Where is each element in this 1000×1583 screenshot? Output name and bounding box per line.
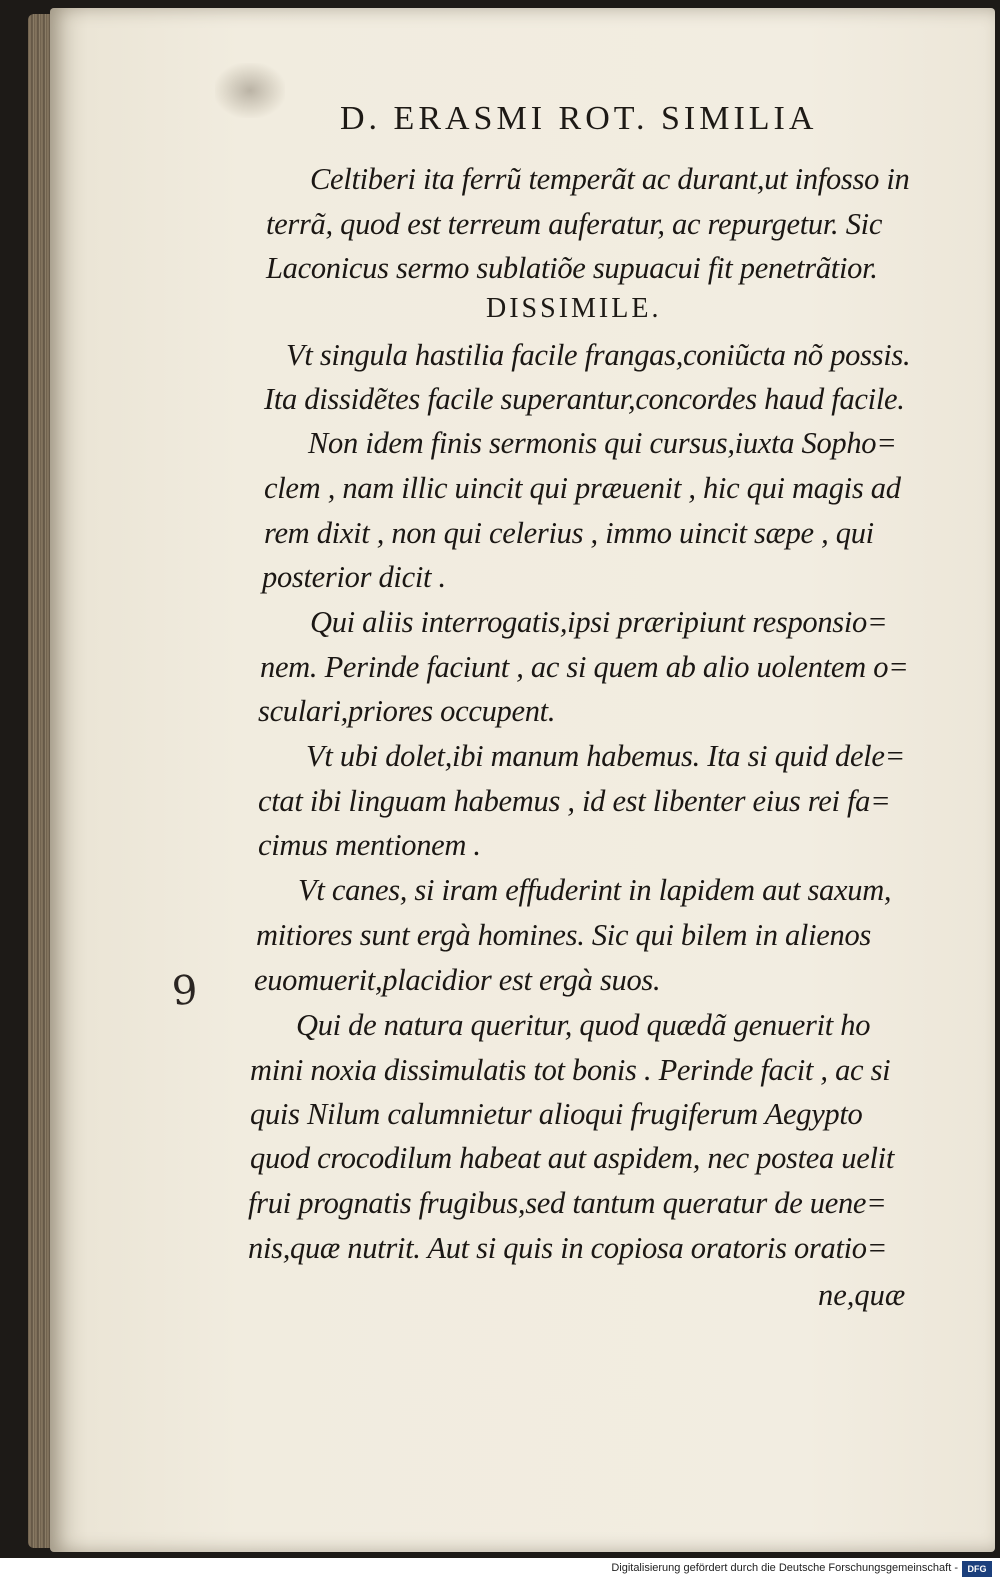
text-line: quis Nilum calumnietur alioqui frugiferum Aegypto	[250, 1097, 863, 1131]
text-line: Ita dissidẽtes facile superantur,concordes haud facile.	[264, 382, 905, 416]
text-line: terrã, quod est terreum auferatur, ac repurgetur. Sic	[266, 207, 883, 241]
text-line: Vt singula hastilia facile frangas,coniũcta nõ possis.	[286, 338, 911, 372]
text-line: cimus mentionem .	[258, 828, 481, 862]
text-line: Vt ubi dolet,ibi manum habemus. Ita si quid dele=	[306, 739, 905, 773]
text-line: posterior dicit .	[262, 560, 446, 594]
text-line: nis,quæ nutrit. Aut si quis in copiosa oratoris oratio=	[248, 1231, 888, 1265]
text-line: ctat ibi linguam habemus , id est libenter eius rei fa=	[258, 784, 891, 818]
text-line: rem dixit , non qui celerius , immo uincit sæpe , qui	[264, 516, 874, 550]
text-line: Qui de natura queritur, quod quædã genuerit ho	[296, 1008, 871, 1042]
text-line: mini noxia dissimulatis tot bonis . Perinde facit , ac si	[250, 1053, 891, 1087]
text-line: quod crocodilum habeat aut aspidem, nec postea uelit	[250, 1141, 894, 1175]
dfg-logo-icon: DFG	[962, 1561, 992, 1577]
funding-credit: Digitalisierung gefördert durch die Deutsche Forschungsgemeinschaft -	[611, 1562, 958, 1574]
running-head: D. ERASMI ROT. SIMILIA	[340, 100, 818, 137]
text-line: nem. Perinde faciunt , ac si quem ab alio uolentem o=	[260, 650, 909, 684]
text-line: sculari,priores occupent.	[258, 694, 556, 728]
footer-bar	[0, 1558, 1000, 1583]
page-stain	[215, 63, 285, 118]
text-line: Laconicus sermo sublatiõe supuacui fit penetrãtior.	[266, 251, 878, 285]
text-line: euomuerit,placidior est ergà suos.	[254, 963, 661, 997]
section-heading: DISSIMILE.	[486, 293, 662, 324]
text-line: Qui aliis interrogatis,ipsi præripiunt responsio=	[310, 605, 888, 639]
text-line: mitiores sunt ergà homines. Sic qui bilem in alienos	[256, 918, 871, 952]
text-line: Celtiberi ita ferrũ temperãt ac durant,ut infosso in	[310, 162, 910, 196]
marginal-note: 9	[170, 967, 200, 1015]
text-line: Non idem finis sermonis qui cursus,iuxta Sopho=	[308, 426, 897, 460]
catchword: ne,quæ	[818, 1278, 906, 1312]
text-line: frui prognatis frugibus,sed tantum queratur de uene=	[248, 1186, 887, 1220]
text-line: clem , nam illic uincit qui præuenit , hic qui magis ad	[264, 471, 901, 505]
text-line: Vt canes, si iram effuderint in lapidem aut saxum,	[298, 873, 892, 907]
